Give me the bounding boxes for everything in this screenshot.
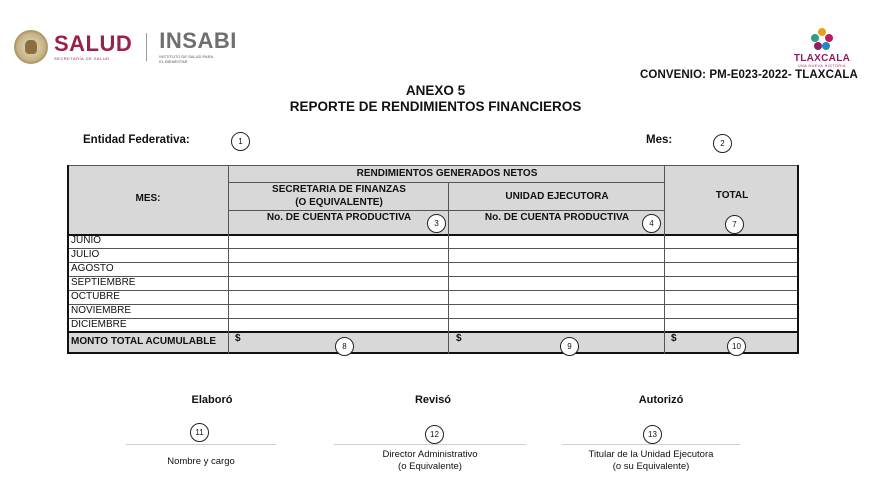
marker-9: 9 [560, 337, 579, 356]
marker-1: 1 [231, 132, 250, 151]
elaboro-heading: Elaboró [191, 394, 233, 406]
autorizo-caption-line1: Titular de la Unidad Ejecutora [588, 449, 714, 460]
salud-wordmark: SALUD [54, 31, 133, 56]
annex-title: ANEXO 5 [405, 83, 466, 98]
col-divider-unidad [664, 165, 665, 354]
marker-3: 3 [427, 214, 446, 233]
rendimientos-table [67, 165, 799, 354]
marker-8: 8 [335, 337, 354, 356]
month-row-label: AGOSTO [71, 263, 114, 274]
elaboro-caption: Nombre y cargo [167, 456, 235, 467]
reviso-signature-line [334, 444, 526, 445]
tlaxcala-flower-icon [809, 28, 835, 52]
currency-total: $ [671, 333, 677, 344]
national-seal-icon [14, 30, 48, 64]
total-row-label: MONTO TOTAL ACUMULABLE [71, 336, 216, 347]
currency-secretaria: $ [235, 333, 241, 344]
salud-insabi-logo [14, 30, 237, 64]
reviso-heading: Revisó [414, 394, 452, 406]
month-row-label: NOVIEMBRE [71, 305, 132, 316]
entidad-federativa-label: Entidad Federativa: [83, 134, 190, 146]
reviso-caption-line2: (o Equivalente) [398, 461, 462, 472]
reviso-caption-line1: Director Administrativo [382, 449, 478, 460]
currency-unidad: $ [456, 333, 462, 344]
autorizo-heading: Autorizó [638, 394, 684, 406]
insabi-subtitle-line2: EL BIENESTAR [159, 59, 188, 64]
marker-2: 2 [713, 134, 732, 153]
marker-4: 4 [642, 214, 661, 233]
group-header: RENDIMIENTOS GENERADOS NETOS [356, 168, 538, 179]
marker-12: 12 [425, 425, 444, 444]
table-left-border [67, 165, 69, 354]
marker-7: 7 [725, 215, 744, 234]
month-row-label: JULIO [71, 249, 100, 260]
total-row-top-border [67, 331, 799, 333]
col-secretaria-header-line2: (O EQUIVALENTE) [295, 197, 383, 208]
tlaxcala-logo [792, 28, 852, 68]
col-total-header: TOTAL [715, 190, 749, 201]
table-right-border [797, 165, 799, 354]
report-title: REPORTE DE RENDIMIENTOS FINANCIEROS [289, 99, 582, 114]
row-divider [67, 276, 799, 277]
row-divider [67, 318, 799, 319]
cuenta-productiva-unidad: No. DE CUENTA PRODUCTIVA [484, 212, 630, 223]
group-header-divider [229, 182, 665, 183]
insabi-subtitle-line1: INSTITUTO DE SALUD PARA [159, 54, 214, 59]
row-divider [67, 290, 799, 291]
logo-divider [146, 33, 147, 61]
convenio-label: CONVENIO: PM-E023-2022- TLAXCALA [640, 69, 858, 81]
header-bottom-border [67, 234, 799, 236]
col-secretaria-header-line1: SECRETARIA DE FINANZAS [272, 184, 406, 195]
col-mes-header: MES: [135, 193, 161, 204]
salud-subtitle: SECRETARÍA DE SALUD [54, 56, 110, 61]
col-unidad-header: UNIDAD EJECUTORA [505, 191, 609, 202]
autorizo-caption-line2: (o su Equivalente) [612, 461, 690, 472]
row-divider [67, 304, 799, 305]
elaboro-signature-line [126, 444, 276, 445]
tlaxcala-wordmark: TLAXCALA [793, 53, 851, 64]
subheader-divider [229, 210, 665, 211]
tlaxcala-subtitle: UNA NUEVA HISTORIA [797, 64, 846, 68]
row-divider [67, 262, 799, 263]
month-row-label: SEPTIEMBRE [71, 277, 136, 288]
month-row-label: OCTUBRE [71, 291, 120, 302]
col-divider-secretaria [448, 182, 449, 354]
mes-label: Mes: [646, 134, 673, 146]
month-row-label: JUNIO [71, 235, 101, 246]
table-bottom-border [67, 352, 799, 354]
marker-11: 11 [190, 423, 209, 442]
marker-10: 10 [727, 337, 746, 356]
month-row-label: DICIEMBRE [71, 319, 127, 330]
marker-13: 13 [643, 425, 662, 444]
col-divider-mes [228, 165, 229, 354]
table-top-border [67, 165, 799, 166]
insabi-wordmark: INSABI [159, 28, 237, 53]
row-divider [67, 248, 799, 249]
autorizo-signature-line [562, 444, 740, 445]
cuenta-productiva-secretaria: No. DE CUENTA PRODUCTIVA [266, 212, 412, 223]
